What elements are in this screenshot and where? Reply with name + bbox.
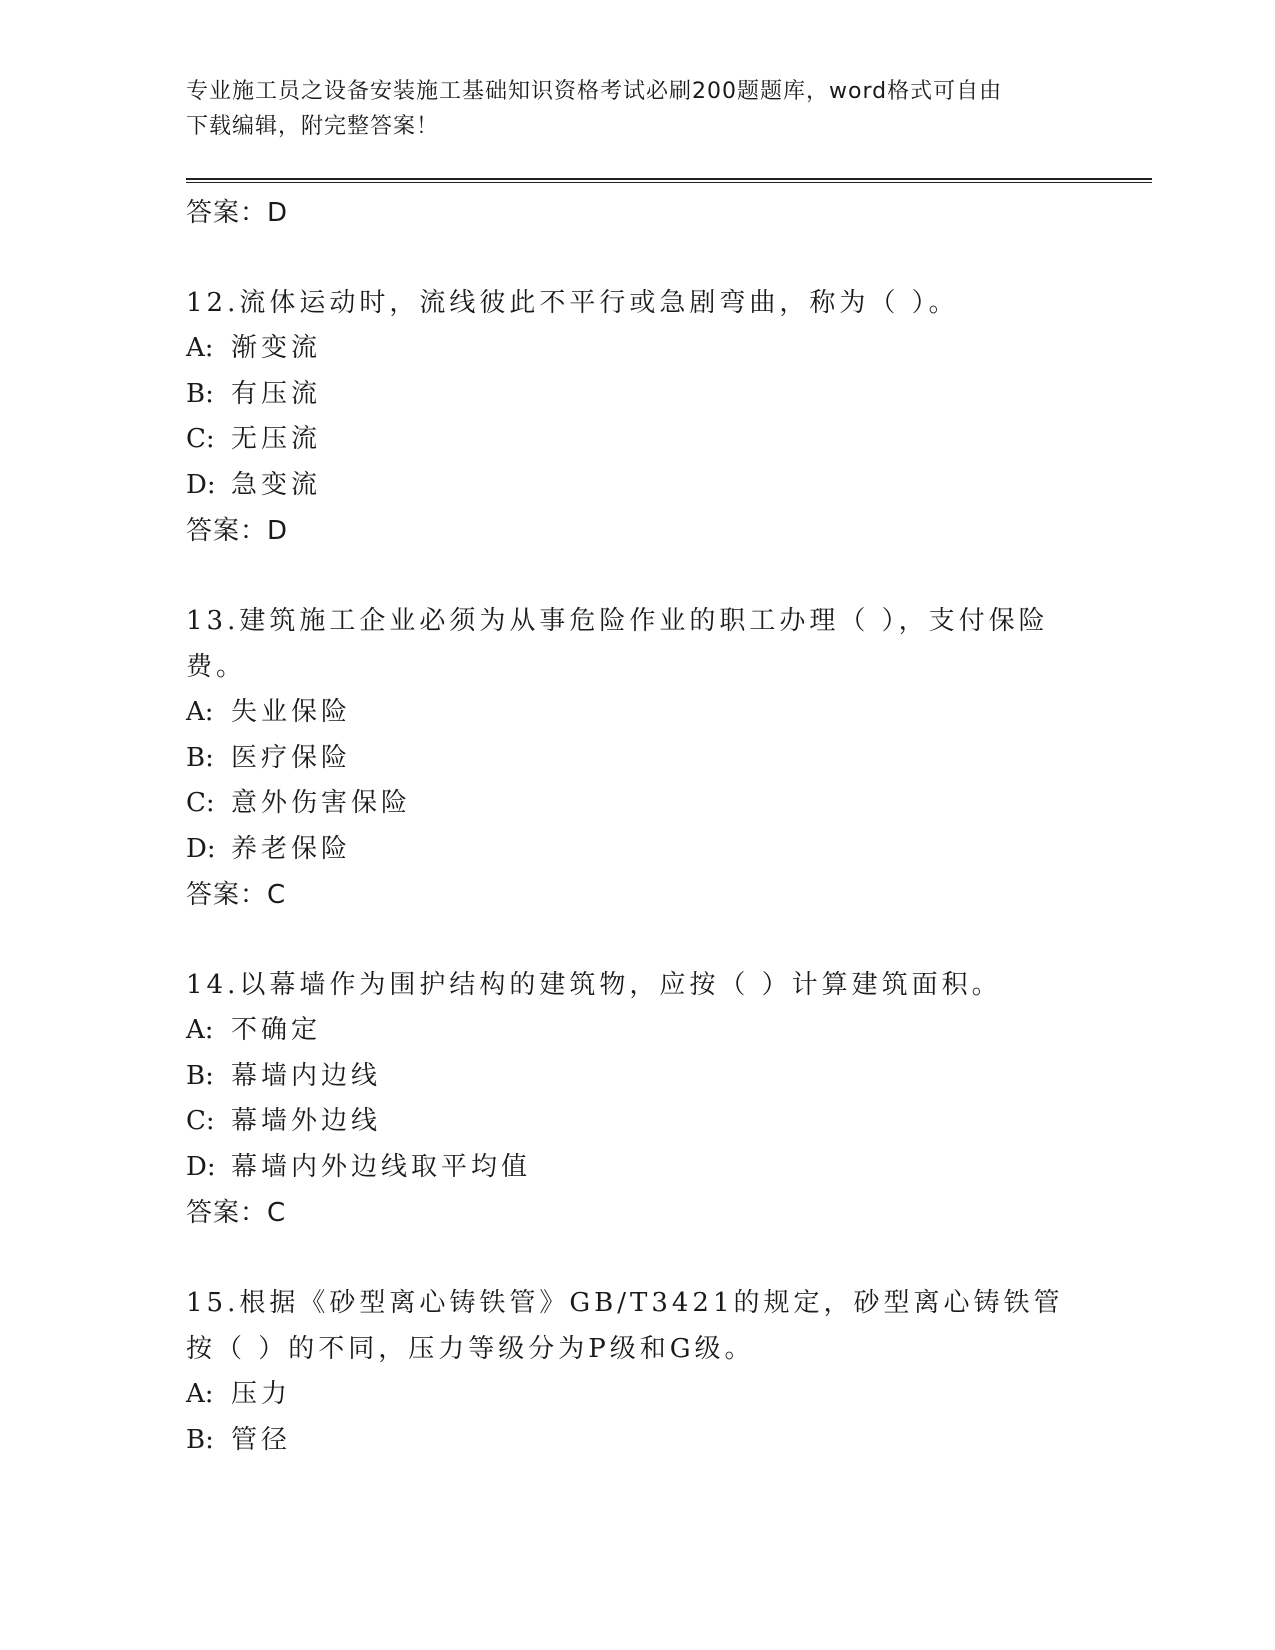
option-text: 急变流	[231, 469, 322, 500]
option-15-a	[186, 1372, 1086, 1418]
option-14-a	[186, 1008, 1086, 1054]
document-body	[186, 190, 1086, 1463]
option-text: 医疗保险	[231, 742, 352, 773]
option-letter: A:	[186, 697, 214, 727]
option-12-b	[186, 372, 1086, 418]
question-block-14	[186, 962, 1086, 1236]
option-text: 管径	[231, 1424, 292, 1455]
answer-12: 答案：D	[186, 516, 289, 546]
answer-11: 答案：D	[186, 198, 289, 228]
option-letter: A:	[186, 333, 214, 363]
option-text: 失业保险	[231, 697, 352, 727]
option-text: 养老保险	[231, 833, 352, 864]
option-text: 幕墙内外边线取平均值	[231, 1151, 532, 1182]
option-12-c	[186, 417, 1086, 463]
header-divider-thick	[186, 178, 1152, 180]
option-13-a	[186, 690, 1086, 736]
option-letter: C:	[186, 1106, 215, 1136]
option-15-b	[186, 1418, 1086, 1464]
question-text-13: 13.建筑施工企业必须为从事危险作业的职工办理（ ），支付保险费。	[186, 606, 1049, 682]
answer-14: 答案：C	[186, 1198, 287, 1228]
option-letter: A:	[186, 1015, 214, 1045]
option-13-c	[186, 781, 1086, 827]
question-text-12: 12.流体运动时，流线彼此不平行或急剧弯曲，称为（ ）。	[186, 288, 959, 318]
option-text: 幕墙内边线	[231, 1060, 382, 1091]
option-13-d	[186, 827, 1086, 873]
question-block-15	[186, 1280, 1086, 1463]
option-text: 不确定	[231, 1015, 322, 1045]
option-14-b	[186, 1054, 1086, 1100]
option-14-d	[186, 1145, 1086, 1191]
document-header	[186, 74, 1086, 144]
option-letter: D:	[186, 1151, 216, 1182]
option-14-c	[186, 1099, 1086, 1145]
option-13-b	[186, 736, 1086, 782]
header-line-1: 专业施工员之设备安装施工基础知识资格考试必刷200题题库，word格式可自由	[186, 79, 1003, 104]
option-text: 有压流	[231, 378, 322, 409]
option-letter: B:	[186, 378, 214, 409]
option-letter: D:	[186, 469, 216, 500]
option-letter: D:	[186, 833, 216, 864]
option-text: 渐变流	[231, 333, 322, 363]
header-divider-thin	[186, 182, 1152, 183]
option-letter: B:	[186, 742, 214, 773]
option-letter: C:	[186, 424, 215, 454]
answer-13: 答案：C	[186, 880, 287, 910]
option-letter: B:	[186, 1424, 214, 1455]
option-text: 无压流	[231, 424, 322, 454]
option-text: 幕墙外边线	[231, 1106, 382, 1136]
question-text-15: 15.根据《砂型离心铸铁管》GB/T3421的规定，砂型离心铸铁管按（ ）的不同，压力等级分为P级和G级。	[186, 1288, 1064, 1364]
question-block-12	[186, 280, 1086, 554]
option-12-d	[186, 463, 1086, 509]
option-12-a	[186, 326, 1086, 372]
option-text: 意外伤害保险	[231, 788, 412, 818]
option-letter: A:	[186, 1379, 214, 1409]
option-text: 压力	[231, 1379, 292, 1409]
option-letter: C:	[186, 788, 215, 818]
question-text-14: 14.以幕墙作为围护结构的建筑物，应按（ ）计算建筑面积。	[186, 970, 1002, 1000]
option-letter: B:	[186, 1060, 214, 1091]
question-block-13	[186, 598, 1086, 918]
header-line-2: 下载编辑，附完整答案！	[186, 114, 440, 139]
